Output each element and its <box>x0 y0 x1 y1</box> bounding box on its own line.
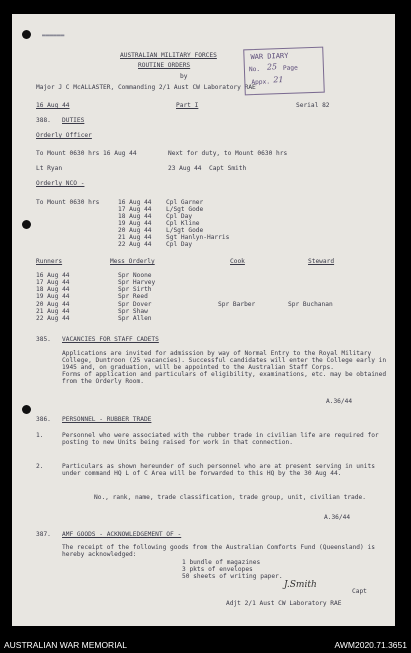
runner-mess: Spr Harvey <box>118 279 156 286</box>
punch-hole <box>22 405 31 414</box>
officer-next-line: Next for duty, to Mount 0630 hrs <box>168 150 288 157</box>
sec4-item: 1 bundle of magazines <box>182 559 261 566</box>
sec3-p2: Particulars as shown hereunder of such personnel who are at present serving in units under command HQ L of C Area will be forwarded to this HQ by the 30 Aug 44. <box>62 463 375 477</box>
document-page <box>12 14 395 626</box>
col-steward: Steward <box>308 258 335 265</box>
order-part: Part I <box>176 102 199 109</box>
sec2-num: 385. <box>36 336 51 343</box>
sec3-p2-num: 2. <box>36 463 44 470</box>
punch-hole <box>22 30 31 39</box>
footer-right: AWM2020.71.3651 <box>334 640 407 650</box>
runner-date: 16 Aug 44 <box>36 272 70 279</box>
sec3-p1-num: 1. <box>36 432 44 439</box>
header-line1: AUSTRALIAN MILITARY FORCES <box>120 52 217 59</box>
runner-steward: Spr Buchanan <box>288 301 333 308</box>
runner-date: 20 Aug 44 <box>36 301 70 308</box>
nco-date: 16 Aug 44 <box>118 199 152 206</box>
order-date: 16 Aug 44 <box>36 102 70 109</box>
officer-name: Lt Ryan <box>36 165 63 172</box>
stamp-appx-label: Appx. <box>251 78 271 87</box>
orderly-officer-heading: Orderly Officer <box>36 132 92 139</box>
nco-date: 17 Aug 44 <box>118 206 152 213</box>
col-runners: Runners <box>36 258 63 265</box>
col-mess-orderly: Mess Orderly <box>110 258 155 265</box>
sec3-p3: No., rank, name, trade classification, trade group, unit, civilian trade. <box>94 494 366 501</box>
header-line4: Major J C McALLASTER, Commanding 2/1 Aust CW Laboratory RAE <box>36 84 256 91</box>
sec4-title: AMF GOODS - ACKNOWLEDGEMENT OF - <box>62 531 182 538</box>
sec4-item: 3 pkts of envelopes <box>182 566 253 573</box>
runner-date: 17 Aug 44 <box>36 279 70 286</box>
nco-date: 20 Aug 44 <box>118 227 152 234</box>
runner-mess: Spr Sirth <box>118 286 152 293</box>
nco-name: Sgt Hanlyn-Harris <box>166 234 230 241</box>
next-officer: 23 Aug 44 Capt Smith <box>168 165 247 172</box>
nco-name: Cpl Day <box>166 213 193 220</box>
nco-mount-label: To Mount 0630 hrs <box>36 199 100 206</box>
sec4-num: 387. <box>36 531 51 538</box>
header-line3: by <box>180 73 188 80</box>
runner-date: 19 Aug 44 <box>36 293 70 300</box>
nco-date: 18 Aug 44 <box>118 213 152 220</box>
runner-mess: Spr Allen <box>118 315 152 322</box>
sec3-title: PERSONNEL - RUBBER TRADE <box>62 416 152 423</box>
runner-date: 22 Aug 44 <box>36 315 70 322</box>
nco-date: 19 Aug 44 <box>118 220 152 227</box>
top-left-mark: ▬▬▬▬▬▬ <box>42 32 65 39</box>
nco-date: 22 Aug 44 <box>118 241 152 248</box>
stamp-page-label: Page <box>282 64 298 73</box>
runner-cook: Spr Barber <box>218 301 256 308</box>
nco-date: 21 Aug 44 <box>118 234 152 241</box>
stamp-title: WAR DIARY <box>250 51 289 62</box>
officer-mount-line: To Mount 0630 hrs 16 Aug 44 <box>36 150 137 157</box>
nco-name: Cpl Day <box>166 241 193 248</box>
nco-name: L/Sgt Gode <box>166 227 204 234</box>
header-line2: ROUTINE ORDERS <box>138 62 191 69</box>
footer-left: AUSTRALIAN WAR MEMORIAL <box>4 640 127 650</box>
sec3-ref: A.36/44 <box>324 514 351 521</box>
col-cook: Cook <box>230 258 245 265</box>
sec2-ref: A.36/44 <box>326 398 353 405</box>
stamp-no-label: No. <box>248 65 261 74</box>
runner-date: 21 Aug 44 <box>36 308 70 315</box>
nco-name: Cpl Garner <box>166 199 204 206</box>
runner-date: 18 Aug 44 <box>36 286 70 293</box>
runner-mess: Spr Reed <box>118 293 148 300</box>
stamp-no-value: 25 <box>266 62 278 72</box>
signature-rank: Capt <box>352 588 367 595</box>
runner-mess: Spr Noone <box>118 272 152 279</box>
orderly-nco-heading: Orderly NCO - <box>36 180 85 187</box>
war-diary-stamp <box>243 47 325 96</box>
order-serial: Serial 82 <box>296 102 330 109</box>
signature-title: Adjt 2/1 Aust CW Laboratory RAE <box>226 600 342 607</box>
footer-bar <box>0 639 411 653</box>
sec2-body: Applications are invited for admission by way of Normal Entry to the Royal Military College, Duntroon (25 vacancies). Successful candidates will enter the College early in 1945 and, on graduation, will be appointed to the Australian Staff Corps. Forms of application and particulars of eligibility, examinations, etc. may be obtained from the Orderly Room. <box>62 350 387 385</box>
runner-mess: Spr Dover <box>118 301 152 308</box>
nco-name: Cpl Kline <box>166 220 200 227</box>
runner-mess: Spr Shaw <box>118 308 148 315</box>
sec3-p1: Personnel who were associated with the rubber trade in civilian life are required for posting to new Units being raised for work in that connection. <box>62 432 379 446</box>
nco-name: L/Sgt Gode <box>166 206 204 213</box>
punch-hole <box>22 220 31 229</box>
signature-scrawl: J.Smith <box>284 580 317 590</box>
stamp-appx-value: 21 <box>273 75 284 85</box>
sec4-item: 50 sheets of writing paper. <box>182 573 283 580</box>
sec4-body: The receipt of the following goods from the Australian Comforts Fund (Queensland) is hereby acknowledged: <box>62 544 375 558</box>
sec1-title: DUTIES <box>62 117 85 124</box>
sec1-num: 388. <box>36 117 51 124</box>
sec3-num: 386. <box>36 416 51 423</box>
sec2-title: VACANCIES FOR STAFF CADETS <box>62 336 159 343</box>
